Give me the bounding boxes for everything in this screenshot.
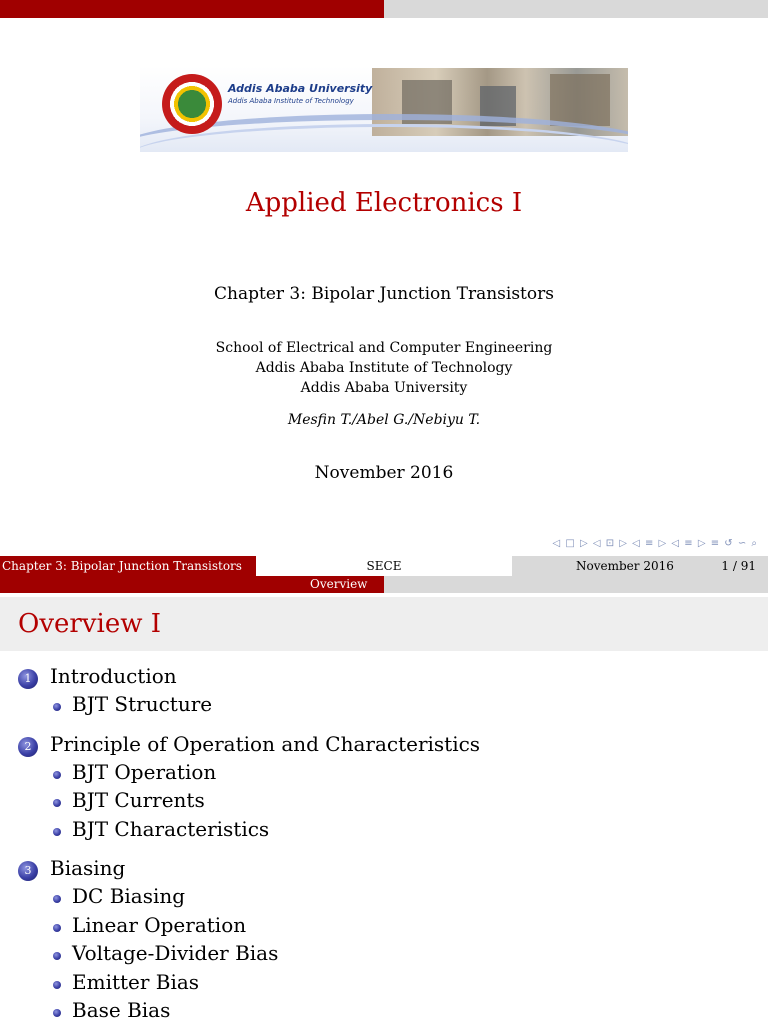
university-banner	[140, 66, 628, 152]
bullet-icon	[53, 799, 61, 807]
section-bar-remaining	[384, 576, 768, 593]
institution-line-2: Addis Ababa Institute of Technology	[255, 360, 513, 376]
frame-title: Overview I	[18, 609, 161, 639]
bullet-icon	[53, 828, 61, 836]
institution-line-1: School of Electrical and Computer Engineering	[215, 340, 553, 356]
section-number-ball: 3	[18, 861, 38, 881]
toc-section-title: Principle of Operation and Characteristics	[50, 731, 481, 756]
presentation-subtitle: Chapter 3: Bipolar Junction Transistors	[214, 284, 554, 304]
lab-machine-3	[550, 74, 610, 126]
toc-subsection-title: BJT Currents	[72, 788, 205, 812]
progress-bar-filled	[0, 0, 384, 18]
toc-subsection[interactable]	[0, 881, 768, 910]
section-number-ball: 2	[18, 737, 38, 757]
institution-line-3: Addis Ababa University	[300, 380, 468, 396]
toc-section[interactable]	[0, 852, 768, 881]
toc-subsection[interactable]	[0, 757, 768, 786]
toc-subsection-title: BJT Operation	[72, 759, 217, 784]
footer-right	[512, 556, 768, 576]
presentation-date: November 2016	[314, 463, 454, 483]
bullet-icon	[53, 895, 61, 903]
bullet-icon	[53, 981, 61, 989]
toc-subsection-title: Linear Operation	[72, 912, 247, 937]
toc-section-title: Introduction	[50, 664, 177, 688]
toc-subsection[interactable]	[0, 785, 768, 814]
toc-subsection[interactable]	[0, 910, 768, 939]
toc-subsection[interactable]	[0, 995, 768, 1024]
toc-subsection[interactable]	[0, 814, 768, 843]
toc-subsection-title: Base Bias	[72, 998, 171, 1022]
toc-section-title: Biasing	[50, 856, 126, 880]
toc-subsection[interactable]	[0, 967, 768, 996]
toc-subsection[interactable]	[0, 689, 768, 718]
section-label[interactable]: Overview	[310, 577, 368, 591]
toc-subsection-title: Emitter Bias	[72, 969, 200, 994]
authors: Mesfin T./Abel G./Nebiyu T.	[287, 412, 481, 428]
bullet-icon	[53, 703, 61, 711]
footer-short-title: Chapter 3: Bipolar Junction Transistors	[0, 556, 256, 576]
bullet-icon	[53, 924, 61, 932]
footer-page-number: 1 / 91	[721, 559, 756, 573]
progress-bar-remaining	[384, 0, 768, 18]
toc-subsection-title: BJT Characteristics	[72, 816, 270, 841]
footer-institute: SECE	[256, 556, 512, 576]
banner-university-name: Addis Ababa University	[228, 82, 373, 95]
toc-subsection[interactable]	[0, 938, 768, 967]
footer-date: November 2016	[576, 559, 674, 573]
toc-subsection-title: Voltage-Divider Bias	[72, 941, 279, 965]
university-seal-icon	[162, 74, 222, 134]
toc-section[interactable]	[0, 728, 768, 757]
toc-section[interactable]	[0, 660, 768, 689]
toc-subsection-title: BJT Structure	[72, 692, 213, 716]
bullet-icon	[53, 952, 61, 960]
beamer-navigation-icons[interactable]: ◁ □ ▷ ◁ ⊡ ▷ ◁ ≡ ▷ ◁ ≡ ▷ ≡ ↺ ∽ ⌕	[552, 538, 758, 549]
banner-institute-name: Addis Ababa Institute of Technology	[228, 97, 354, 105]
bullet-icon	[53, 771, 61, 779]
presentation-title: Applied Electronics I	[245, 188, 523, 218]
toc-subsection-title: DC Biasing	[72, 884, 186, 908]
section-number-ball: 1	[18, 669, 38, 689]
bullet-icon	[53, 1009, 61, 1017]
table-of-contents	[0, 660, 768, 1024]
